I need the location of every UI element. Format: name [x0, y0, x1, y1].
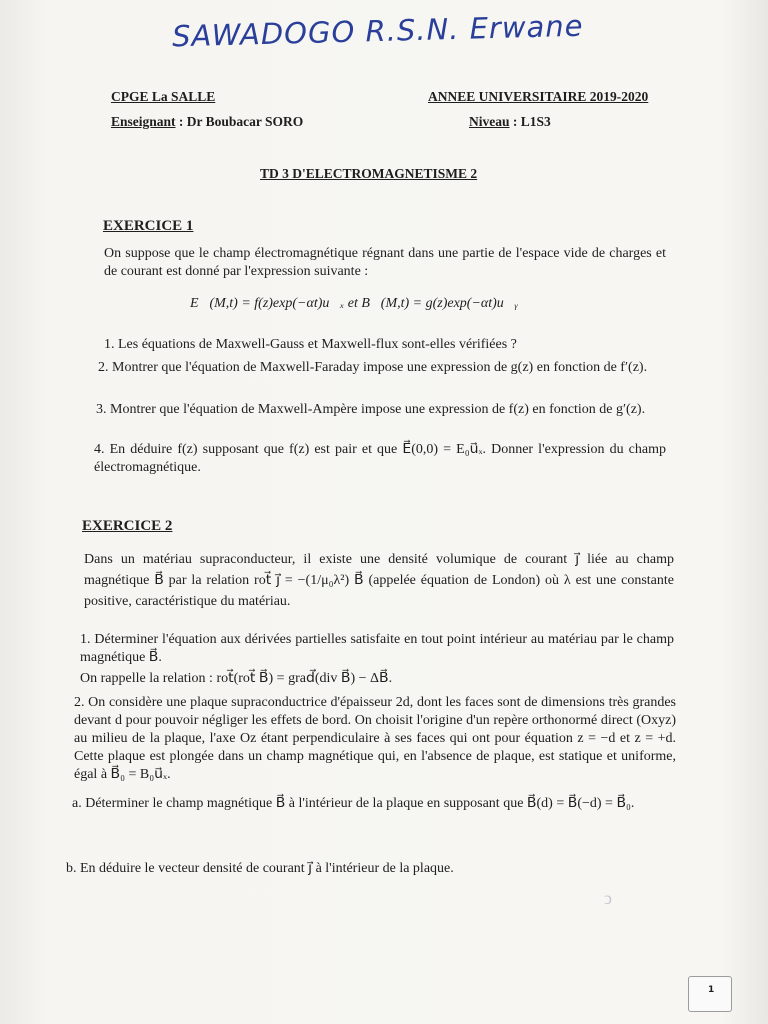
exercise1-question1: 1. Les équations de Maxwell-Gauss et Maxwell-flux sont-elles vérifiées ? — [104, 337, 517, 352]
exercise2-heading: EXERCICE 2 — [82, 518, 173, 534]
school-name: CPGE La SALLE — [111, 89, 216, 104]
exercise2-question-b: b. En déduire le vecteur densité de courant j⃗ à l'intérieur de la plaque. — [66, 861, 454, 876]
academic-year: ANNEE UNIVERSITAIRE 2019-2020 — [428, 89, 649, 104]
exercise1-equation: E⃗(M,t) = f(z)exp(−αt)u⃗ₓ et B⃗(M,t) = g(z)exp(−αt)u⃗ᵧ — [190, 296, 518, 311]
exercise1-question3: 3. Montrer que l'équation de Maxwell-Ampère impose une expression de f(z) en fonction de g′(z). — [96, 402, 646, 417]
teacher-value: : Dr Boubacar SORO — [175, 114, 304, 129]
exercise2-question1: 1. Déterminer l'équation aux dérivées partielles satisfaite en tout point intérieur au matériau par le champ magnétique B⃗. — [80, 632, 674, 665]
exercise2-question2: 2. On considère une plaque supraconductrice d'épaisseur 2d, dont les faces sont de dimensions très grandes devant d pour pouvoir négliger les effets de bord. On choisit l'origine d'un repère orthonormé direct (Oxyz) au milieu de la plaque, l'axe Oz étant perpendiculaire à ses faces qui ont pour équation z = −d et z = +d. Cette plaque est plongée dans un champ magnétique qui, en l'absence de plaque, est statique et uniforme, égal à B⃗₀ = B₀u⃗ₓ. — [74, 695, 676, 782]
teacher-label: Enseignant — [111, 114, 176, 129]
exercise1-question4: 4. En déduire f(z) supposant que f(z) est pair et que E⃗(0,0) = E₀u⃗ₓ. Donner l'expression du champ électromagnétique. — [94, 442, 666, 475]
teacher-line — [111, 114, 303, 130]
exercise2-intro: Dans un matériau supraconducteur, il existe une densité volumique de courant j⃗ liée au champ magnétique B⃗ par la relation rot⃗ j⃗ = −(1/μ₀λ²) B⃗ (appelée équation de London) où λ est une constante positive, caractéristique du matériau. — [84, 552, 674, 609]
handwritten-name: SAWADOGO R.S.N. Erwane — [171, 8, 584, 54]
level-label: Niveau — [469, 114, 510, 129]
document-title: TD 3 D'ELECTROMAGNETISME 2 — [260, 166, 478, 181]
level-line — [469, 114, 551, 130]
pen-mark: ↄ — [604, 888, 612, 908]
exercise1-question2: 2. Montrer que l'équation de Maxwell-Faraday impose une expression de g(z) en fonction de f′(z). — [98, 360, 648, 375]
exercise1-heading: EXERCICE 1 — [103, 218, 194, 234]
exercise1-intro: On suppose que le champ électromagnétique régnant dans une partie de l'espace vide de charges et de courant est donné par l'expression suivante : — [104, 246, 666, 279]
page-number: 1 — [708, 985, 715, 995]
level-value: : L1S3 — [509, 114, 551, 129]
exercise2-question-a: a. Déterminer le champ magnétique B⃗ à l'intérieur de la plaque en supposant que B⃗(d) = B⃗(−d) = B⃗₀. — [72, 796, 635, 811]
exercise2-reminder: On rappelle la relation : rot⃗(rot⃗ B⃗) = grad⃗(div B⃗) − ΔB⃗. — [80, 671, 393, 686]
